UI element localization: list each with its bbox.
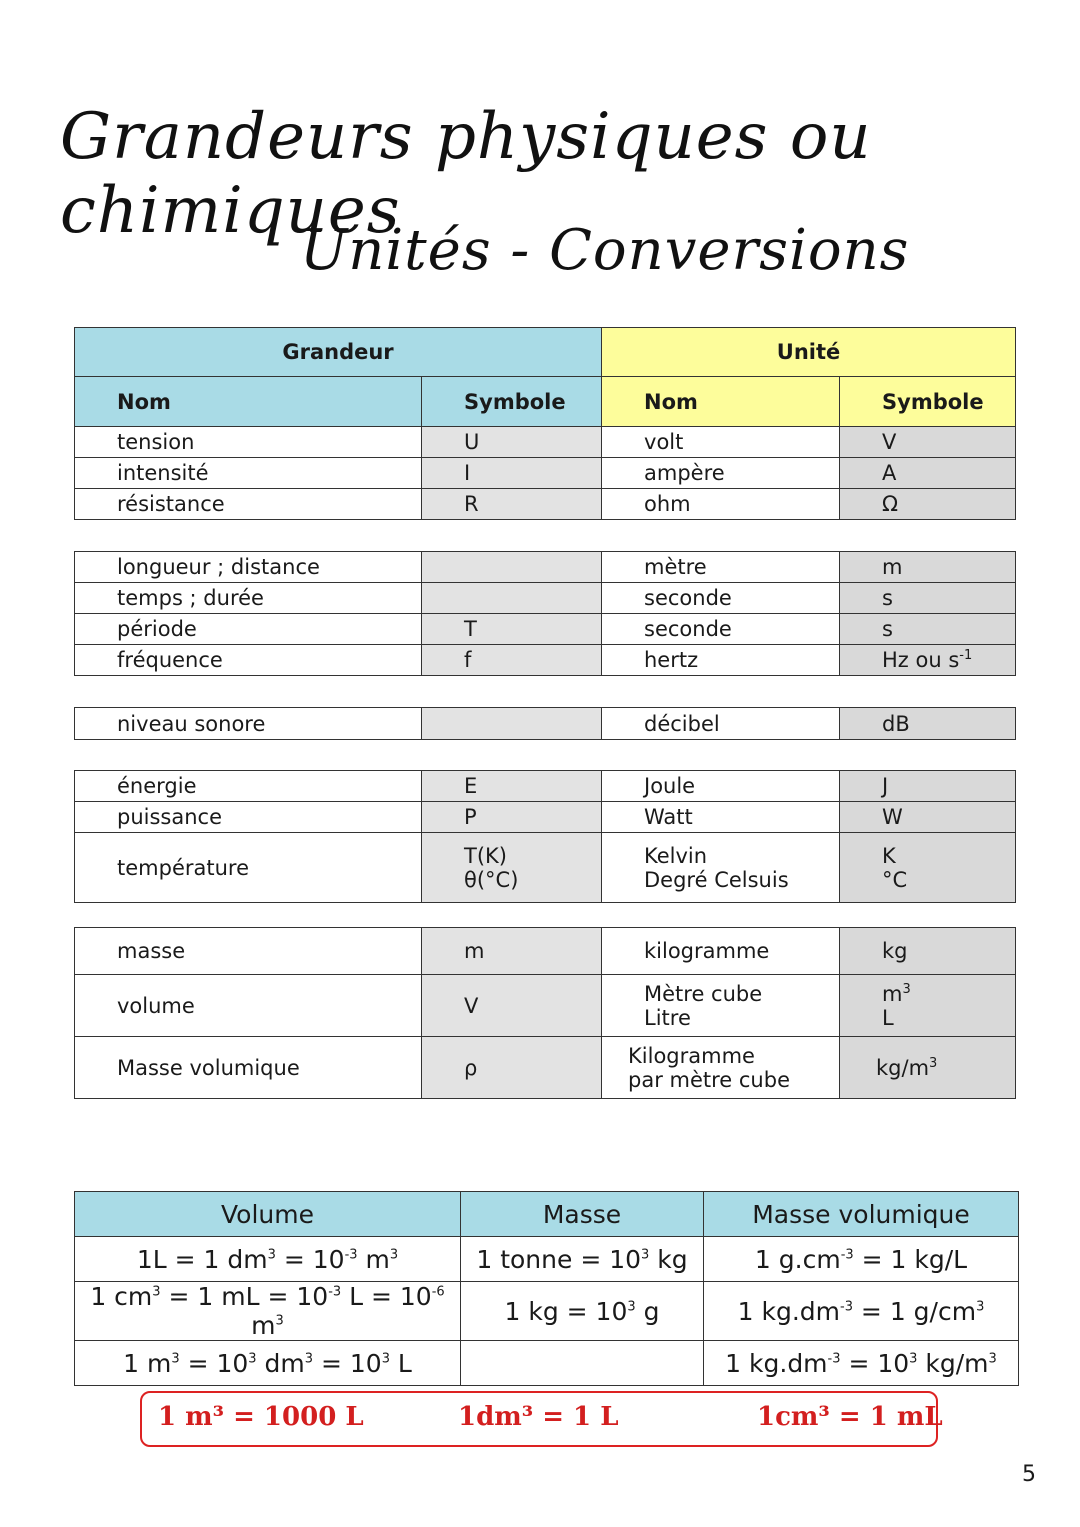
table-row — [75, 833, 1016, 903]
cell-symbole: ρ — [422, 1037, 602, 1099]
cell-unit-symbole: J — [840, 771, 1016, 802]
cell-symbole: V — [422, 975, 602, 1037]
cell-symbole: I — [422, 458, 602, 489]
cell-unit-nom: hertz — [602, 645, 840, 676]
table-row — [75, 708, 1016, 740]
cell-nom: puissance — [75, 802, 422, 833]
header-symbole: Symbole — [422, 377, 602, 427]
cell-unit-nom: kilogramme — [602, 928, 840, 975]
cell-unit-nom: Mètre cube Litre — [602, 975, 840, 1037]
page-number: 5 — [1022, 1462, 1036, 1487]
table-row — [75, 802, 1016, 833]
cell-nom: Masse volumique — [75, 1037, 422, 1099]
cell-unit-symbole: V — [840, 427, 1016, 458]
units-table-mass — [74, 927, 1016, 1099]
cell-unit-symbole: s — [840, 583, 1016, 614]
highlight-m3: 1 m³ = 1000 L — [158, 1402, 364, 1432]
cell-symbole — [422, 583, 602, 614]
cell-symbole: T — [422, 614, 602, 645]
table-row — [75, 975, 1016, 1037]
table-row — [75, 928, 1016, 975]
highlight-dm3: 1dm³ = 1 L — [458, 1402, 619, 1432]
header-unit-symbole: Symbole — [840, 377, 1016, 427]
cell-unit-symbole: Ω — [840, 489, 1016, 520]
cell-unit-nom: décibel — [602, 708, 840, 740]
cell-nom: longueur ; distance — [75, 552, 422, 583]
cell-unit-nom: ampère — [602, 458, 840, 489]
cell-unit-nom: volt — [602, 427, 840, 458]
cell-nom: niveau sonore — [75, 708, 422, 740]
units-table-sound — [74, 707, 1016, 740]
table-row — [75, 614, 1016, 645]
page-title: Grandeurs physiques ou chimiques — [60, 100, 872, 248]
cell-symbole: m — [422, 928, 602, 975]
conv-masse-3 — [461, 1341, 704, 1386]
cell-unit-symbole: dB — [840, 708, 1016, 740]
units-header-table — [74, 327, 1016, 520]
cell-unit-symbole: A — [840, 458, 1016, 489]
cell-unit-nom: Joule — [602, 771, 840, 802]
cell-unit-nom: Kelvin Degré Celsuis — [602, 833, 840, 903]
cell-symbole: f — [422, 645, 602, 676]
cell-nom: intensité — [75, 458, 422, 489]
conv-volume-3: 1 $m^3 = 10^3$ $dm^3 = 10^3$ L — [75, 1341, 461, 1386]
cell-nom: volume — [75, 975, 422, 1037]
cell-symbole — [422, 552, 602, 583]
cell-unit-symbole: $kg/m^3$ — [840, 1037, 1016, 1099]
page-subtitle: Unités - Conversions — [300, 218, 910, 283]
highlight-cm3: 1cm³ = 1 mL — [757, 1402, 943, 1432]
cell-symbole: T(K) θ(°C) — [422, 833, 602, 903]
cell-unit-nom: Watt — [602, 802, 840, 833]
conv-masse-1: 1 tonne = $10^3$ kg — [461, 1237, 704, 1282]
cell-unit-nom: mètre — [602, 552, 840, 583]
cell-unit-nom: seconde — [602, 583, 840, 614]
units-table-time-length — [74, 551, 1016, 676]
table-row — [75, 583, 1016, 614]
conversions-table — [74, 1191, 1019, 1386]
conv-header-masse-volumique: Masse volumique — [704, 1192, 1019, 1237]
units-table-energy — [74, 770, 1016, 903]
table-row — [75, 489, 1016, 520]
header-unite: Unité — [602, 328, 1016, 377]
cell-unit-symbole: kg — [840, 928, 1016, 975]
cell-nom: énergie — [75, 771, 422, 802]
table-row — [75, 458, 1016, 489]
cell-unit-symbole: s — [840, 614, 1016, 645]
conv-mv-3: 1 $kg.dm^{-3} = 10^3$ $kg/m^3$ — [704, 1341, 1019, 1386]
conv-volume-1: 1L = 1 $dm^3 = 10^{-3}$ $m^3$ — [75, 1237, 461, 1282]
cell-symbole: P — [422, 802, 602, 833]
table-row — [75, 645, 1016, 676]
cell-nom: résistance — [75, 489, 422, 520]
header-nom: Nom — [75, 377, 422, 427]
conv-header-masse: Masse — [461, 1192, 704, 1237]
cell-nom: fréquence — [75, 645, 422, 676]
table-row — [75, 427, 1016, 458]
cell-unit-symbole: m — [840, 552, 1016, 583]
table-row — [75, 1037, 1016, 1099]
cell-unit-nom: ohm — [602, 489, 840, 520]
cell-nom: période — [75, 614, 422, 645]
conv-mv-2: 1 $kg.dm^{-3} = 1$ $g/cm^3$ — [704, 1282, 1019, 1341]
conv-masse-2: 1 kg = $10^3$ g — [461, 1282, 704, 1341]
cell-symbole: E — [422, 771, 602, 802]
cell-symbole: R — [422, 489, 602, 520]
cell-unit-symbole: $m^3$ L — [840, 975, 1016, 1037]
cell-symbole: U — [422, 427, 602, 458]
cell-nom: masse — [75, 928, 422, 975]
cell-nom: temps ; durée — [75, 583, 422, 614]
table-row — [75, 552, 1016, 583]
cell-unit-symbole: Hz ou $s^{-1}$ — [840, 645, 1016, 676]
conv-volume-2: 1 $cm^3 = 1$ mL = $10^{-3}$ $L = 10^{-6}$ $m^3$ — [75, 1282, 461, 1341]
header-unit-nom: Nom — [602, 377, 840, 427]
cell-unit-nom: seconde — [602, 614, 840, 645]
conv-mv-1: 1 $g.cm^{-3} = 1$ kg/L — [704, 1237, 1019, 1282]
cell-unit-nom: Kilogramme par mètre cube — [602, 1037, 840, 1099]
conv-header-volume: Volume — [75, 1192, 461, 1237]
cell-nom: température — [75, 833, 422, 903]
header-grandeur: Grandeur — [75, 328, 602, 377]
table-row — [75, 771, 1016, 802]
cell-symbole — [422, 708, 602, 740]
cell-nom: tension — [75, 427, 422, 458]
cell-unit-symbole: K °C — [840, 833, 1016, 903]
cell-unit-symbole: W — [840, 802, 1016, 833]
